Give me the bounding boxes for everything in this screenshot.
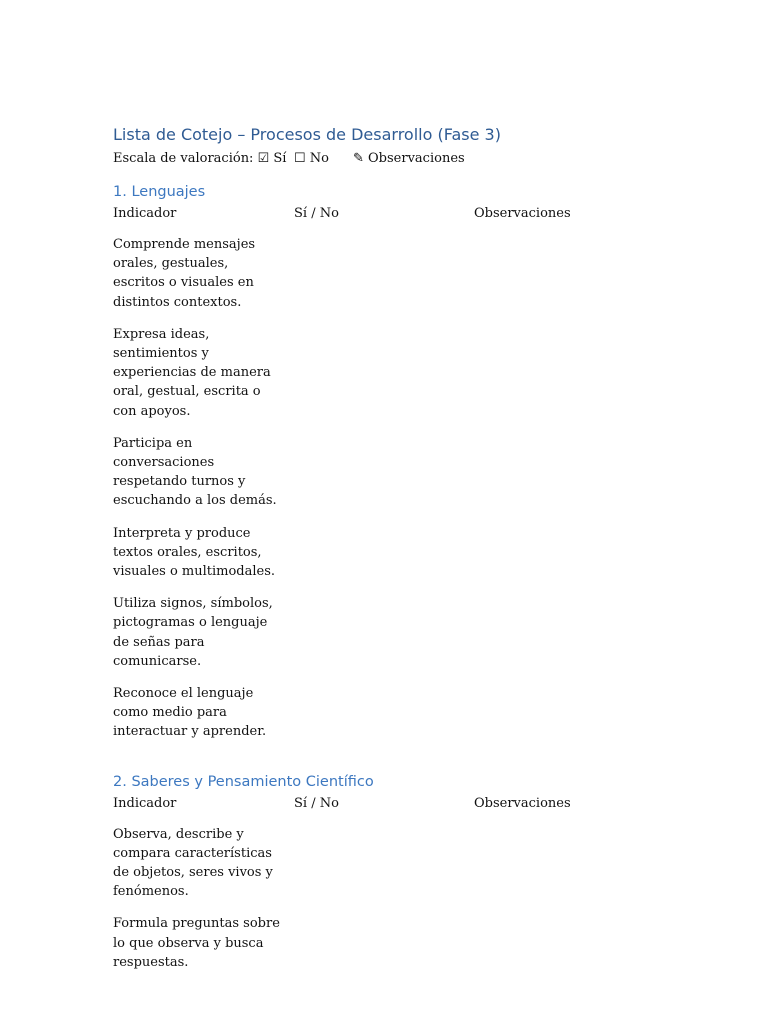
indicator-row: Participa en conversaciones respetando turnos y escuchando a los demás. [113,435,277,509]
rating-scale [113,150,673,168]
table-header-row [113,204,673,223]
header-indicator: Indicador [113,206,177,221]
rating-scale-label: Escala de valoración: ☑ Sí [113,151,287,166]
section-heading-lenguajes: 1. Lenguajes [113,184,206,200]
rating-scale-no: ☐ No [294,151,329,166]
table-header-row [113,794,673,813]
header-indicator: Indicador [113,795,177,811]
document-content [113,124,673,985]
header-observations: Observaciones [474,795,571,811]
section-heading-saberes: 2. Saberes y Pensamiento Científico [113,773,374,790]
indicator-row: Formula preguntas sobre lo que observa y busca respuestas. [113,916,280,970]
indicator-row: Interpreta y produce textos orales, escritos, visuales o multimodales. [113,525,276,580]
section-spacer [113,755,673,772]
header-si-no: Sí / No [294,206,339,221]
indicator-row: Reconoce el lenguaje como medio para interactuar y aprender. [113,686,267,740]
indicator-row: Utiliza signos, símbolos, pictogramas o lenguaje de señas para comunicarse. [113,596,273,669]
rating-scale-observations: ✎ Observaciones [353,151,465,166]
indicator-row: Expresa ideas, sentimientos y experiencias de manera oral, gestual, escrita o con apoyos. [113,326,271,419]
header-observations: Observaciones [474,206,571,221]
indicator-row: Observa, describe y compara características de objetos, seres vivos y fenómenos. [113,826,273,900]
header-si-no: Sí / No [294,795,339,811]
page-title: Lista de Cotejo – Procesos de Desarrollo (Fase 3) [113,125,501,144]
indicator-row: Comprende mensajes orales, gestuales, escritos o visuales en distintos contextos. [113,237,256,310]
